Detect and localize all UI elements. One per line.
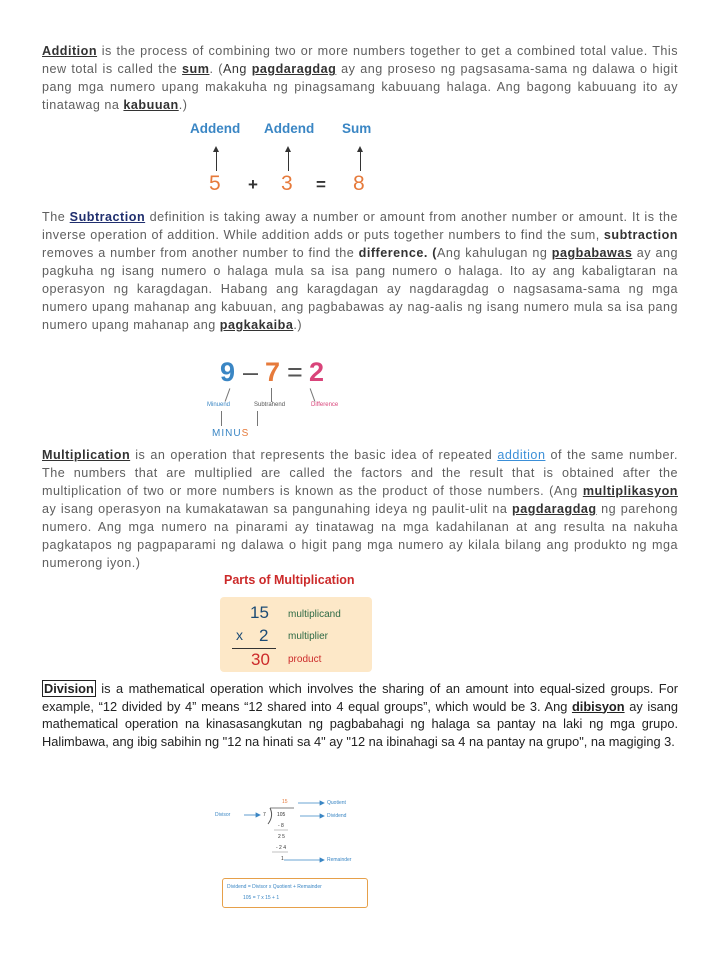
equals-sign: = <box>316 175 326 194</box>
arrow-up-icon <box>288 151 289 171</box>
multiplikasyon-term: multiplikasyon <box>582 484 678 498</box>
long-division-diagram <box>210 796 370 876</box>
multiplication-paragraph: Multiplication is an operation that represents the basic idea of repeated addition of the same number. The numbers that are multiplied are called the factors and the result that is obtained after the multiplication of two or more numbers is known as the product of those numbers. (Ang multiplikasyon ay isang operasyon na kumakatawan sa pangunahing ideya ng paulit-ulit na pagdaragdag ng parehong numero. Ang mga numero na pinarami ay tinatawag na mga kadahilanan at ang resulta na nakuha pagkatapos ng pagpaparami ng dalawa o higit pang mga numero ay kilala bilang ang produkto ng mga numerong iyon.) <box>42 448 678 570</box>
addend-value-1: 5 <box>209 172 221 195</box>
dividend-label: Dividend <box>327 813 347 819</box>
pagbabawas-term: pagbabawas <box>551 246 633 260</box>
division-formula-1: Dividend = Divisor x Quotient + Remainder <box>227 884 322 890</box>
quotient-value: 15 <box>282 799 288 805</box>
times-sign: x <box>236 627 243 643</box>
sum-term: sum <box>182 62 210 76</box>
arrow-up-icon <box>360 151 361 171</box>
product-line <box>232 648 276 649</box>
sum-value: 8 <box>353 172 365 195</box>
multiplication-figure <box>220 597 372 672</box>
subtrahend-value: 7 <box>265 357 281 387</box>
dibisyon-term: dibisyon <box>571 698 625 714</box>
arrow-up-icon <box>216 151 217 171</box>
multiplicand-label: multiplicand <box>288 609 341 620</box>
equals-sign: = <box>287 357 303 387</box>
kabuuan-term: kabuuan <box>123 98 179 112</box>
divisor-value: 7 <box>263 812 266 818</box>
minuend-label: Minuend <box>207 402 231 408</box>
multiplicand-value: 15 <box>250 603 269 622</box>
product-value: 30 <box>251 650 270 669</box>
subtract-step-2: - 2 4 <box>276 845 287 851</box>
division-term: Division <box>44 681 94 696</box>
subtraction-term: Subtraction <box>69 210 146 224</box>
multiplication-figure-title: Parts of Multiplication <box>224 573 355 587</box>
multiplier-label: multiplier <box>288 631 329 642</box>
pagdaragdag-term-2: pagdaragdag <box>512 502 597 516</box>
multiplier-value: 2 <box>259 626 269 645</box>
divisor-label: Divisor <box>215 812 231 818</box>
minus-sign: – <box>243 357 259 387</box>
division-paragraph: Division is a mathematical operation which involves the sharing of an amount into equal-sized groups. For example, “12 divided by 4” means “12 shared into 4 equal groups”, which would be 3. Ang dibisyon ay isang mathematical operation na kinasasangkutan ng pagbabahagi ng halaga sa pantay na laki ng mga grupo. Halimbawa, ang ibig sabihin ng "12 na hinati sa 4" ay "12 na ibinahagi sa 4 na pantay na grupo", na magiging 3. <box>42 681 678 749</box>
addition-link[interactable]: addition <box>497 448 546 462</box>
multiplication-term: Multiplication <box>42 448 131 462</box>
remainder-value: 1 <box>281 856 284 862</box>
addition-paragraph: Addition is the process of combining two or more numbers together to get a combined total value. This new total is called the sum. (Ang pagdaragdag ay ang proseso ng pagsasama-sama ng dalawa o higit pang mga numero upang makakuha ng pinagsamang kabuuang halaga. Ang bagong kabuuang ito ay tinatawag na kabuuan.) <box>42 44 678 112</box>
quotient-label: Quotient <box>327 800 346 806</box>
addend-label-2: Addend <box>264 121 315 136</box>
difference-label: Difference <box>311 402 339 408</box>
pagkakaiba-term: pagkakaiba <box>219 318 294 332</box>
dividend-value: 105 <box>277 812 286 818</box>
subtract-step-1: - 8 <box>278 823 284 829</box>
subtrahend-label: Subtrahend <box>254 402 286 408</box>
addend-value-2: 3 <box>281 172 293 195</box>
minus-word: MINUS <box>212 428 250 439</box>
plus-sign: + <box>248 175 258 194</box>
division-formula-2: 105 = 7 x 15 + 1 <box>243 895 280 901</box>
division-figure <box>210 796 370 916</box>
division-formula-box <box>222 878 368 908</box>
difference-value: 2 <box>309 357 325 387</box>
addition-term: Addition <box>42 44 98 58</box>
sum-label: Sum <box>342 121 372 136</box>
minuend-value: 9 <box>220 357 236 387</box>
product-label: product <box>288 654 322 665</box>
subtraction-paragraph: The Subtraction definition is taking away a number or amount from another number or amount. It is the inverse operation of addition. While addition adds or puts together numbers to find the sum, subtraction removes a number from another number to find the difference. (Ang kahulugan ng pagbabawas ay ang pagkuha ng isang numero o halaga mula sa isa pang numero o halaga. Ito ay ang kabaligtaran na operasyon ng karagdagan. Habang ang karagdagan ay nagdaragdag o nagsasama-sama ng mga numero upang mahanap ang kabuuan, ang pagbabawas ay nag-aalis ng isang numero mula sa isa pang numero upang mahanap ang pagkakaiba.) <box>42 210 679 332</box>
remainder-label: Remainder <box>327 857 352 863</box>
pagdaragdag-term: pagdaragdag <box>251 62 337 76</box>
addend-label-1: Addend <box>190 121 241 136</box>
remainder-step-1: 2 5 <box>278 834 285 840</box>
